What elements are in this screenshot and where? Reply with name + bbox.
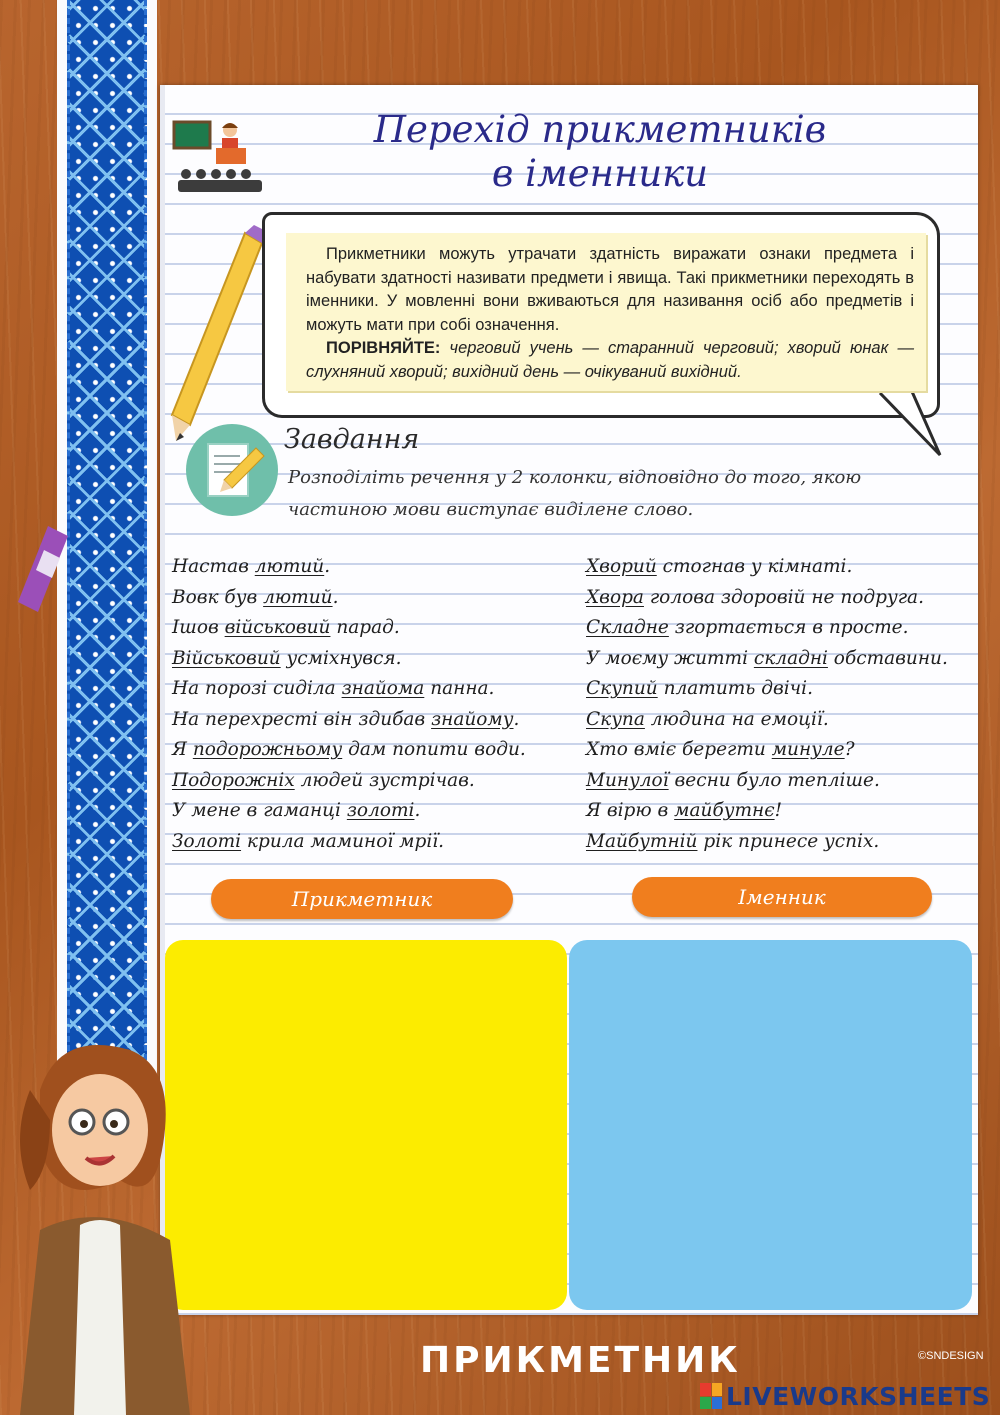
highlighted-word: Минулої — [586, 769, 669, 791]
sentence-item[interactable] — [172, 674, 526, 705]
sentence-item[interactable] — [172, 735, 526, 766]
sentence-text: голова здоровій не подруга. — [643, 586, 924, 608]
sentence-text: обставини. — [827, 647, 948, 669]
sentence-text: Настав — [172, 556, 255, 577]
highlighted-word: минуле — [771, 739, 845, 760]
sentence-item[interactable] — [586, 583, 948, 614]
page-title: Перехід прикметників в іменники — [373, 108, 827, 195]
sentence-text: . — [414, 800, 421, 821]
highlighted-word: лютий — [254, 556, 325, 577]
liveworksheets-logo-icon — [700, 1383, 722, 1409]
sentence-text: панна. — [424, 678, 495, 699]
sentence-item[interactable] — [586, 644, 948, 675]
highlighted-word: золоті — [346, 800, 415, 821]
highlighted-word: Майбутній — [586, 830, 698, 852]
highlighted-word: Подорожніх — [172, 769, 295, 791]
sentence-item[interactable] — [172, 583, 526, 614]
left-sentence-column — [172, 552, 526, 857]
highlighted-word: Скупий — [586, 678, 658, 699]
sentence-text: У мене в гаманці — [172, 800, 347, 821]
sentence-text: парад. — [330, 617, 400, 638]
highlighted-word: Золоті — [172, 830, 242, 852]
highlighted-word: Складне — [586, 617, 669, 638]
rule-paragraph: Прикметники можуть утрачати здатність виражати ознаки предмета і набувати здатності називати предмети і явища. Такі прикметники переходять в іменники. У мовленні вони вживаються для називання осіб або предметів і можуть мати при собі означення. — [306, 245, 914, 334]
highlighted-word: Військовий — [172, 647, 281, 669]
adjective-drop-zone[interactable] — [165, 940, 567, 1310]
sentence-text: крила маминої мрії. — [241, 830, 445, 852]
task-instructions: Розподіліть речення у 2 колонки, відповідно до того, якою частиною мови виступає виділене слово. — [288, 467, 862, 520]
noun-label: Іменник — [632, 877, 932, 917]
sentence-text: згортається в просте. — [668, 617, 909, 638]
sentence-text: . — [513, 708, 520, 730]
task-icon — [186, 424, 278, 516]
task-title: Завдання — [284, 424, 420, 455]
sentence-text: ! — [774, 800, 783, 821]
pencil-icon — [150, 225, 270, 445]
highlighted-word: військовий — [224, 617, 331, 638]
rule-box — [286, 233, 926, 391]
sentence-text: . — [332, 586, 339, 608]
sentence-text: людей зустрічав. — [294, 769, 475, 791]
sentence-item[interactable] — [586, 552, 948, 583]
sentence-text: дам попити води. — [342, 739, 526, 760]
sentence-text: людина на емоції. — [644, 708, 829, 730]
highlighted-word: знайома — [341, 678, 425, 699]
sentence-text: платить двічі. — [657, 678, 813, 699]
sentence-text: У моєму житті — [586, 647, 754, 669]
highlighted-word: лютий — [263, 586, 333, 608]
sentence-text: На порозі сиділа — [172, 678, 342, 699]
teacher-character — [0, 1030, 220, 1415]
sentence-item[interactable] — [172, 705, 526, 736]
sentence-item[interactable] — [586, 674, 948, 705]
sentence-item[interactable] — [172, 766, 526, 797]
highlighted-word: складні — [753, 647, 828, 669]
sentence-text: . — [324, 556, 331, 577]
sentence-text: Хто вміє берегти — [586, 739, 772, 760]
sentence-text: Я — [172, 739, 193, 760]
sentence-item[interactable] — [172, 552, 526, 583]
copyright: ©SNDESIGN — [918, 1350, 984, 1362]
sentence-item[interactable] — [586, 796, 948, 827]
sentence-item[interactable] — [172, 644, 526, 675]
highlighted-word: Хворий — [586, 556, 657, 577]
footer-title: ПРИКМЕТНИК — [420, 1340, 741, 1381]
brand-name: LIVEWORKSHEETS — [726, 1381, 991, 1411]
adjective-label: Прикметник — [211, 879, 513, 919]
sentence-text: Вовк був — [172, 586, 264, 608]
crayon-icon — [8, 520, 78, 620]
sentence-text: рік принесе успіх. — [697, 830, 880, 852]
compare-label: ПОРІВНЯЙТЕ: — [326, 339, 441, 357]
highlighted-word: подорожньому — [192, 739, 343, 760]
sentence-item[interactable] — [172, 827, 526, 858]
sentence-text: усміхнувся. — [280, 647, 402, 669]
compare-text: черговий учень — старанний черговий; хворий юнак — слухняний хворий; вихідний день — очікуваний вихідний. — [306, 339, 914, 381]
sentence-text: На перехресті він здибав — [172, 708, 432, 730]
sentence-item[interactable] — [586, 827, 948, 858]
sentence-text: весни було тепліше. — [668, 769, 880, 791]
highlighted-word: Скупа — [586, 708, 645, 730]
speech-bubble-tail — [840, 385, 950, 465]
sentence-text: стогнав у кімнаті. — [656, 556, 853, 577]
sentence-item[interactable] — [586, 735, 948, 766]
sentence-item[interactable] — [586, 766, 948, 797]
highlighted-word: Хвора — [586, 586, 644, 608]
sentence-item[interactable] — [172, 613, 526, 644]
highlighted-word: майбутнє — [674, 800, 775, 821]
sentence-text: Я вірю в — [586, 800, 675, 821]
sentence-text: Ішов — [172, 617, 225, 638]
highlighted-word: знайому — [431, 708, 514, 730]
sentence-item[interactable] — [586, 705, 948, 736]
liveworksheets-brand[interactable] — [700, 1382, 990, 1410]
right-sentence-column — [586, 552, 948, 857]
sentence-item[interactable] — [586, 613, 948, 644]
sentence-text: ? — [844, 739, 855, 760]
classroom-icon — [172, 118, 268, 196]
noun-drop-zone[interactable] — [569, 940, 972, 1310]
sentence-item[interactable] — [172, 796, 526, 827]
